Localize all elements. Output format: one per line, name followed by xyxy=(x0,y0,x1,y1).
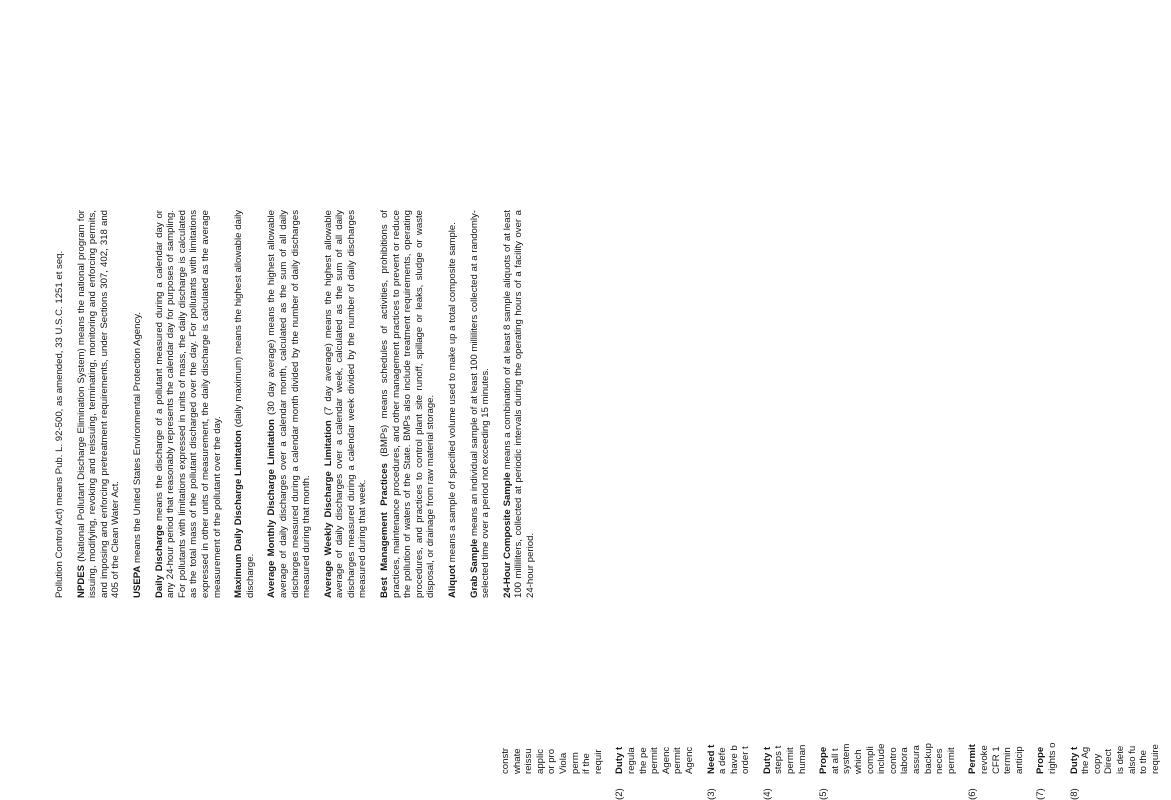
condition-line: labora xyxy=(899,747,911,774)
condition-line: termin xyxy=(1002,747,1014,774)
condition-line: Need t xyxy=(705,744,717,774)
condition-line: compli xyxy=(864,746,876,774)
condition-line: a defe xyxy=(717,747,729,774)
definitions-column xyxy=(54,210,547,598)
definition-paragraph: USEPA means the United States Environmental Protection Agency. xyxy=(131,311,143,598)
conditions-column xyxy=(500,600,1171,800)
condition-number: (7) xyxy=(1035,788,1047,800)
condition-line: include xyxy=(876,743,888,774)
condition-line: backup xyxy=(922,743,934,774)
condition-item xyxy=(1035,600,1058,800)
condition-item xyxy=(818,600,957,800)
definition-paragraph: Maximum Daily Discharge Limitation (daily maximum) means the highest allowable daily discharge. xyxy=(233,209,256,598)
condition-line: rights o xyxy=(1046,742,1058,774)
condition-line: Agenc xyxy=(660,746,672,774)
condition-line: permit xyxy=(945,747,957,774)
definition-paragraph: Average Monthly Discharge Limitation (30 day average) means the highest allowable average of daily discharges over a calendar month, calculated as the sum of all daily discharges measured during a calendar month divided by the number of daily discharges measured during that month. xyxy=(266,210,313,598)
condition-line: Viola xyxy=(557,752,569,774)
condition-line: have b xyxy=(728,745,740,774)
condition-line: regula xyxy=(625,747,637,774)
condition-line: system xyxy=(841,743,853,774)
definition-paragraph: Aliquot means a sample of specified volume used to make up a total composite sample. xyxy=(447,222,459,598)
definition-paragraph: NPDES (National Pollutant Discharge Elimination System) means the national program for issuing, modifying, revoking and reissuing, terminating, monitoring and enforcing permits, and imposing and enforcing pretreatment requirements, under Sections 307, 402, 318 and 405 of the Clean Water Act. xyxy=(75,210,122,598)
condition-line: Direct xyxy=(1103,748,1115,774)
condition-line: assura xyxy=(911,745,922,774)
condition-line: which xyxy=(853,749,865,774)
condition-line: whate xyxy=(511,748,523,774)
condition-line: the pe xyxy=(637,747,649,774)
condition-line: revoke xyxy=(978,745,990,774)
condition-line: order t xyxy=(740,746,752,774)
condition-number: (2) xyxy=(614,788,626,800)
condition-line: Permit xyxy=(967,744,979,774)
definition-paragraph: Daily Discharge means the discharge of a pollutant measured during a calendar day or any 24-hour period that reasonably represents the calendar day for purposes of sampling. For pollutants with limitations expressed in units of mass, the daily discharge is calculated as the total mass of the pollutant discharged over the day. For pollutants with limitations expressed in other units of measurement, the daily discharge is calculated as the average measurement of the pollutant over the day. xyxy=(153,210,223,598)
condition-line: applic xyxy=(534,748,546,774)
condition-line: neces xyxy=(934,748,946,774)
definition-paragraph: Grab Sample means an individual sample of at least 100 milliliters collected at a randomly-selected time over a period not exceeding 15 minutes. xyxy=(468,210,492,598)
condition-line: at all t xyxy=(829,748,841,774)
condition-line: Agenc xyxy=(683,746,695,774)
condition-line: requir xyxy=(592,749,604,774)
condition-line: perm xyxy=(569,752,581,774)
condition-item xyxy=(500,600,604,800)
condition-line: Prope xyxy=(1035,746,1047,774)
condition-line: or pro xyxy=(546,748,558,774)
condition-line: permit xyxy=(785,747,797,774)
condition-line: steps t xyxy=(773,745,785,774)
condition-line: Duty t xyxy=(614,746,626,774)
condition-line: anticip xyxy=(1013,746,1025,774)
condition-line: also fu xyxy=(1126,745,1138,774)
condition-line: Duty t xyxy=(761,746,773,774)
condition-line: the Ag xyxy=(1080,746,1092,774)
definition-paragraph: Best Management Practices (BMPs) means schedules of activities, prohibitions of practices, maintenance procedures, and other management practices to prevent or reduce the pollution of waters of the State. BMPs also include treatment requirements, operating procedures, and practices to control plant site runoff, spillage or leaks, sludge or waste disposal, or drainage from raw material storage. xyxy=(379,210,437,598)
condition-line: permit xyxy=(672,747,684,774)
condition-line: reissu xyxy=(523,748,535,774)
condition-item xyxy=(706,600,752,800)
condition-item xyxy=(614,600,695,800)
condition-line: CFR 1 xyxy=(990,746,1002,774)
condition-line: to the xyxy=(1138,749,1150,774)
condition-item xyxy=(1069,600,1162,800)
condition-number: (6) xyxy=(967,788,979,800)
condition-line: constr xyxy=(500,747,511,774)
condition-item xyxy=(762,600,808,800)
condition-number: (4) xyxy=(761,788,773,800)
condition-number: (8) xyxy=(1068,788,1080,800)
condition-line: require xyxy=(1149,744,1161,774)
condition-line: copy xyxy=(1091,753,1103,774)
condition-number: (5) xyxy=(818,788,830,800)
condition-line: is dete xyxy=(1114,745,1126,774)
condition-item xyxy=(967,600,1025,800)
condition-line: permit xyxy=(649,747,661,774)
condition-line: human xyxy=(796,744,808,774)
condition-number: (3) xyxy=(705,788,717,800)
definition-paragraph: Pollution Control Act) means Pub. L. 92-500, as amended, 33 U.S.C. 1251 et seq. xyxy=(54,250,65,598)
definition-paragraph: 24-Hour Composite Sample means a combination of at least 8 sample aliquots of at least 100 milliliters, collected at periodic intervals during the operating hours of a facility over a 24-hour period. xyxy=(501,209,536,598)
condition-line: contro xyxy=(887,747,899,774)
condition-line: Prope xyxy=(818,746,830,774)
condition-line: if the xyxy=(581,753,593,774)
definition-paragraph: Average Weekly Discharge Limitation (7 day average) means the highest allowable average of daily discharges over a calendar week, calculated as the sum of all daily discharges measured during a calendar week divided by the number of daily discharges measured during that week. xyxy=(322,209,369,598)
condition-line: Duty t xyxy=(1068,746,1080,774)
